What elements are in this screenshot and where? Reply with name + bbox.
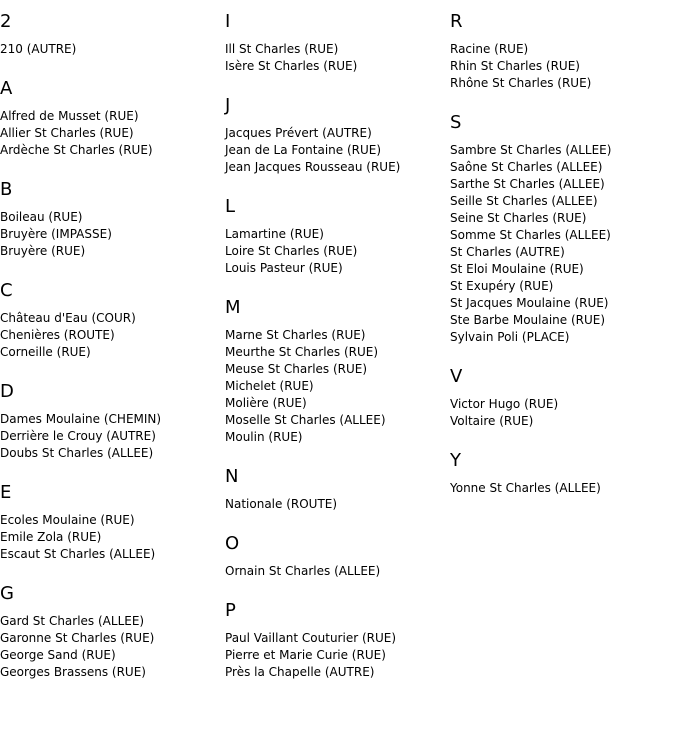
street-link[interactable]: Georges Brassens (RUE) (0, 665, 146, 679)
letter-group (0, 280, 225, 361)
street-link[interactable]: Sarthe St Charles (ALLEE) (450, 177, 605, 191)
street-link[interactable]: Marne St Charles (RUE) (225, 328, 366, 342)
street-link[interactable]: Alfred de Musset (RUE) (0, 109, 139, 123)
street-link[interactable]: Ornain St Charles (ALLEE) (225, 564, 381, 578)
street-link[interactable]: Bruyère (IMPASSE) (0, 227, 112, 241)
street-list (450, 142, 675, 346)
street-link[interactable]: St Exupéry (RUE) (450, 279, 554, 293)
letter-group (225, 297, 450, 446)
street-link[interactable]: Voltaire (RUE) (450, 414, 534, 428)
street-link[interactable]: Emile Zola (RUE) (0, 530, 102, 544)
letter-heading: B (0, 179, 13, 200)
street-index-column-3 (450, 0, 675, 497)
street-link[interactable]: Lamartine (RUE) (225, 227, 324, 241)
letter-group (225, 600, 450, 681)
letter-heading: P (225, 600, 236, 621)
letter-group (0, 583, 225, 681)
street-list (0, 613, 225, 681)
street-link[interactable]: Yonne St Charles (ALLEE) (450, 481, 601, 495)
letter-group (0, 78, 225, 159)
street-link[interactable]: Moselle St Charles (ALLEE) (225, 413, 386, 427)
letter-heading: I (225, 11, 231, 32)
letter-heading: G (0, 583, 14, 604)
street-link[interactable]: Molière (RUE) (225, 396, 307, 410)
street-link[interactable]: Dames Moulaine (CHEMIN) (0, 412, 162, 426)
street-link[interactable]: Louis Pasteur (RUE) (225, 261, 343, 275)
street-list (225, 563, 450, 580)
letter-group (0, 381, 225, 462)
street-link[interactable]: Ste Barbe Moulaine (RUE) (450, 313, 606, 327)
street-link[interactable]: St Eloi Moulaine (RUE) (450, 262, 584, 276)
street-link[interactable]: Gard St Charles (ALLEE) (0, 614, 145, 628)
letter-group (225, 466, 450, 513)
street-link[interactable]: Saône St Charles (ALLEE) (450, 160, 603, 174)
street-link[interactable]: 210 (AUTRE) (0, 42, 77, 56)
street-link[interactable]: Garonne St Charles (RUE) (0, 631, 155, 645)
street-link[interactable]: Jacques Prévert (AUTRE) (225, 126, 372, 140)
street-link[interactable]: Ardèche St Charles (RUE) (0, 143, 153, 157)
street-list (450, 41, 675, 92)
street-link[interactable]: Paul Vaillant Couturier (RUE) (225, 631, 397, 645)
street-link[interactable]: Corneille (RUE) (0, 345, 91, 359)
street-link[interactable]: Rhône St Charles (RUE) (450, 76, 592, 90)
street-link[interactable]: Meuse St Charles (RUE) (225, 362, 368, 376)
letter-group (225, 533, 450, 580)
street-list (0, 310, 225, 361)
street-link[interactable]: Jean de La Fontaine (RUE) (225, 143, 382, 157)
letter-group (450, 366, 675, 430)
letter-heading: 2 (0, 11, 12, 32)
letter-heading: O (225, 533, 240, 554)
letter-heading: R (450, 11, 463, 32)
letter-heading: E (0, 482, 12, 503)
letter-group (0, 11, 225, 58)
street-link[interactable]: Ill St Charles (RUE) (225, 42, 339, 56)
street-list (0, 41, 225, 58)
street-link[interactable]: Nationale (ROUTE) (225, 497, 338, 511)
street-list (0, 209, 225, 260)
letter-heading: J (225, 95, 231, 116)
letter-heading: L (225, 196, 236, 217)
street-link[interactable]: Somme St Charles (ALLEE) (450, 228, 611, 242)
street-link[interactable]: Ecoles Moulaine (RUE) (0, 513, 135, 527)
street-link[interactable]: Boileau (RUE) (0, 210, 83, 224)
street-list (225, 41, 450, 75)
letter-group (225, 11, 450, 75)
letter-heading: Y (450, 450, 461, 471)
street-link[interactable]: Loire St Charles (RUE) (225, 244, 358, 258)
street-link[interactable]: George Sand (RUE) (0, 648, 116, 662)
street-link[interactable]: Victor Hugo (RUE) (450, 397, 559, 411)
street-list (450, 396, 675, 430)
street-link[interactable]: Michelet (RUE) (225, 379, 314, 393)
street-link[interactable]: Seine St Charles (RUE) (450, 211, 587, 225)
street-list (450, 480, 675, 497)
letter-group (0, 179, 225, 260)
letter-heading: C (0, 280, 13, 301)
street-link[interactable]: St Charles (AUTRE) (450, 245, 565, 259)
street-list (225, 496, 450, 513)
street-link[interactable]: Près la Chapelle (AUTRE) (225, 665, 375, 679)
street-list (0, 108, 225, 159)
letter-heading: V (450, 366, 463, 387)
street-list (0, 411, 225, 462)
street-link[interactable]: Seille St Charles (ALLEE) (450, 194, 598, 208)
street-link[interactable]: St Jacques Moulaine (RUE) (450, 296, 609, 310)
street-index-column-2 (225, 0, 450, 681)
street-link[interactable]: Escaut St Charles (ALLEE) (0, 547, 156, 561)
street-list (225, 327, 450, 446)
letter-heading: D (0, 381, 14, 402)
letter-group (450, 112, 675, 346)
letter-heading: M (225, 297, 241, 318)
street-list (225, 630, 450, 681)
street-link[interactable]: Racine (RUE) (450, 42, 529, 56)
street-link[interactable]: Sambre St Charles (ALLEE) (450, 143, 612, 157)
letter-group (225, 95, 450, 176)
letter-group (225, 196, 450, 277)
letter-heading: N (225, 466, 239, 487)
street-list (225, 226, 450, 277)
street-list (225, 125, 450, 176)
street-link[interactable]: Chenières (ROUTE) (0, 328, 115, 342)
street-link[interactable]: Pierre et Marie Curie (RUE) (225, 648, 386, 662)
street-link[interactable]: Isère St Charles (RUE) (225, 59, 358, 73)
letter-group (450, 450, 675, 497)
street-link[interactable]: Château d'Eau (COUR) (0, 311, 136, 325)
street-link[interactable]: Moulin (RUE) (225, 430, 303, 444)
street-link[interactable]: Bruyère (RUE) (0, 244, 86, 258)
street-link[interactable]: Doubs St Charles (ALLEE) (0, 446, 154, 460)
street-link[interactable]: Derrière le Crouy (AUTRE) (0, 429, 156, 443)
letter-group (450, 11, 675, 92)
street-link[interactable]: Meurthe St Charles (RUE) (225, 345, 379, 359)
street-link[interactable]: Jean Jacques Rousseau (RUE) (225, 160, 401, 174)
letter-heading: A (0, 78, 13, 99)
street-list (0, 512, 225, 563)
letter-group (0, 482, 225, 563)
street-link[interactable]: Allier St Charles (RUE) (0, 126, 134, 140)
letter-heading: S (450, 112, 462, 133)
street-link[interactable]: Rhin St Charles (RUE) (450, 59, 580, 73)
street-index-column-1 (0, 0, 225, 681)
street-link[interactable]: Sylvain Poli (PLACE) (450, 330, 570, 344)
